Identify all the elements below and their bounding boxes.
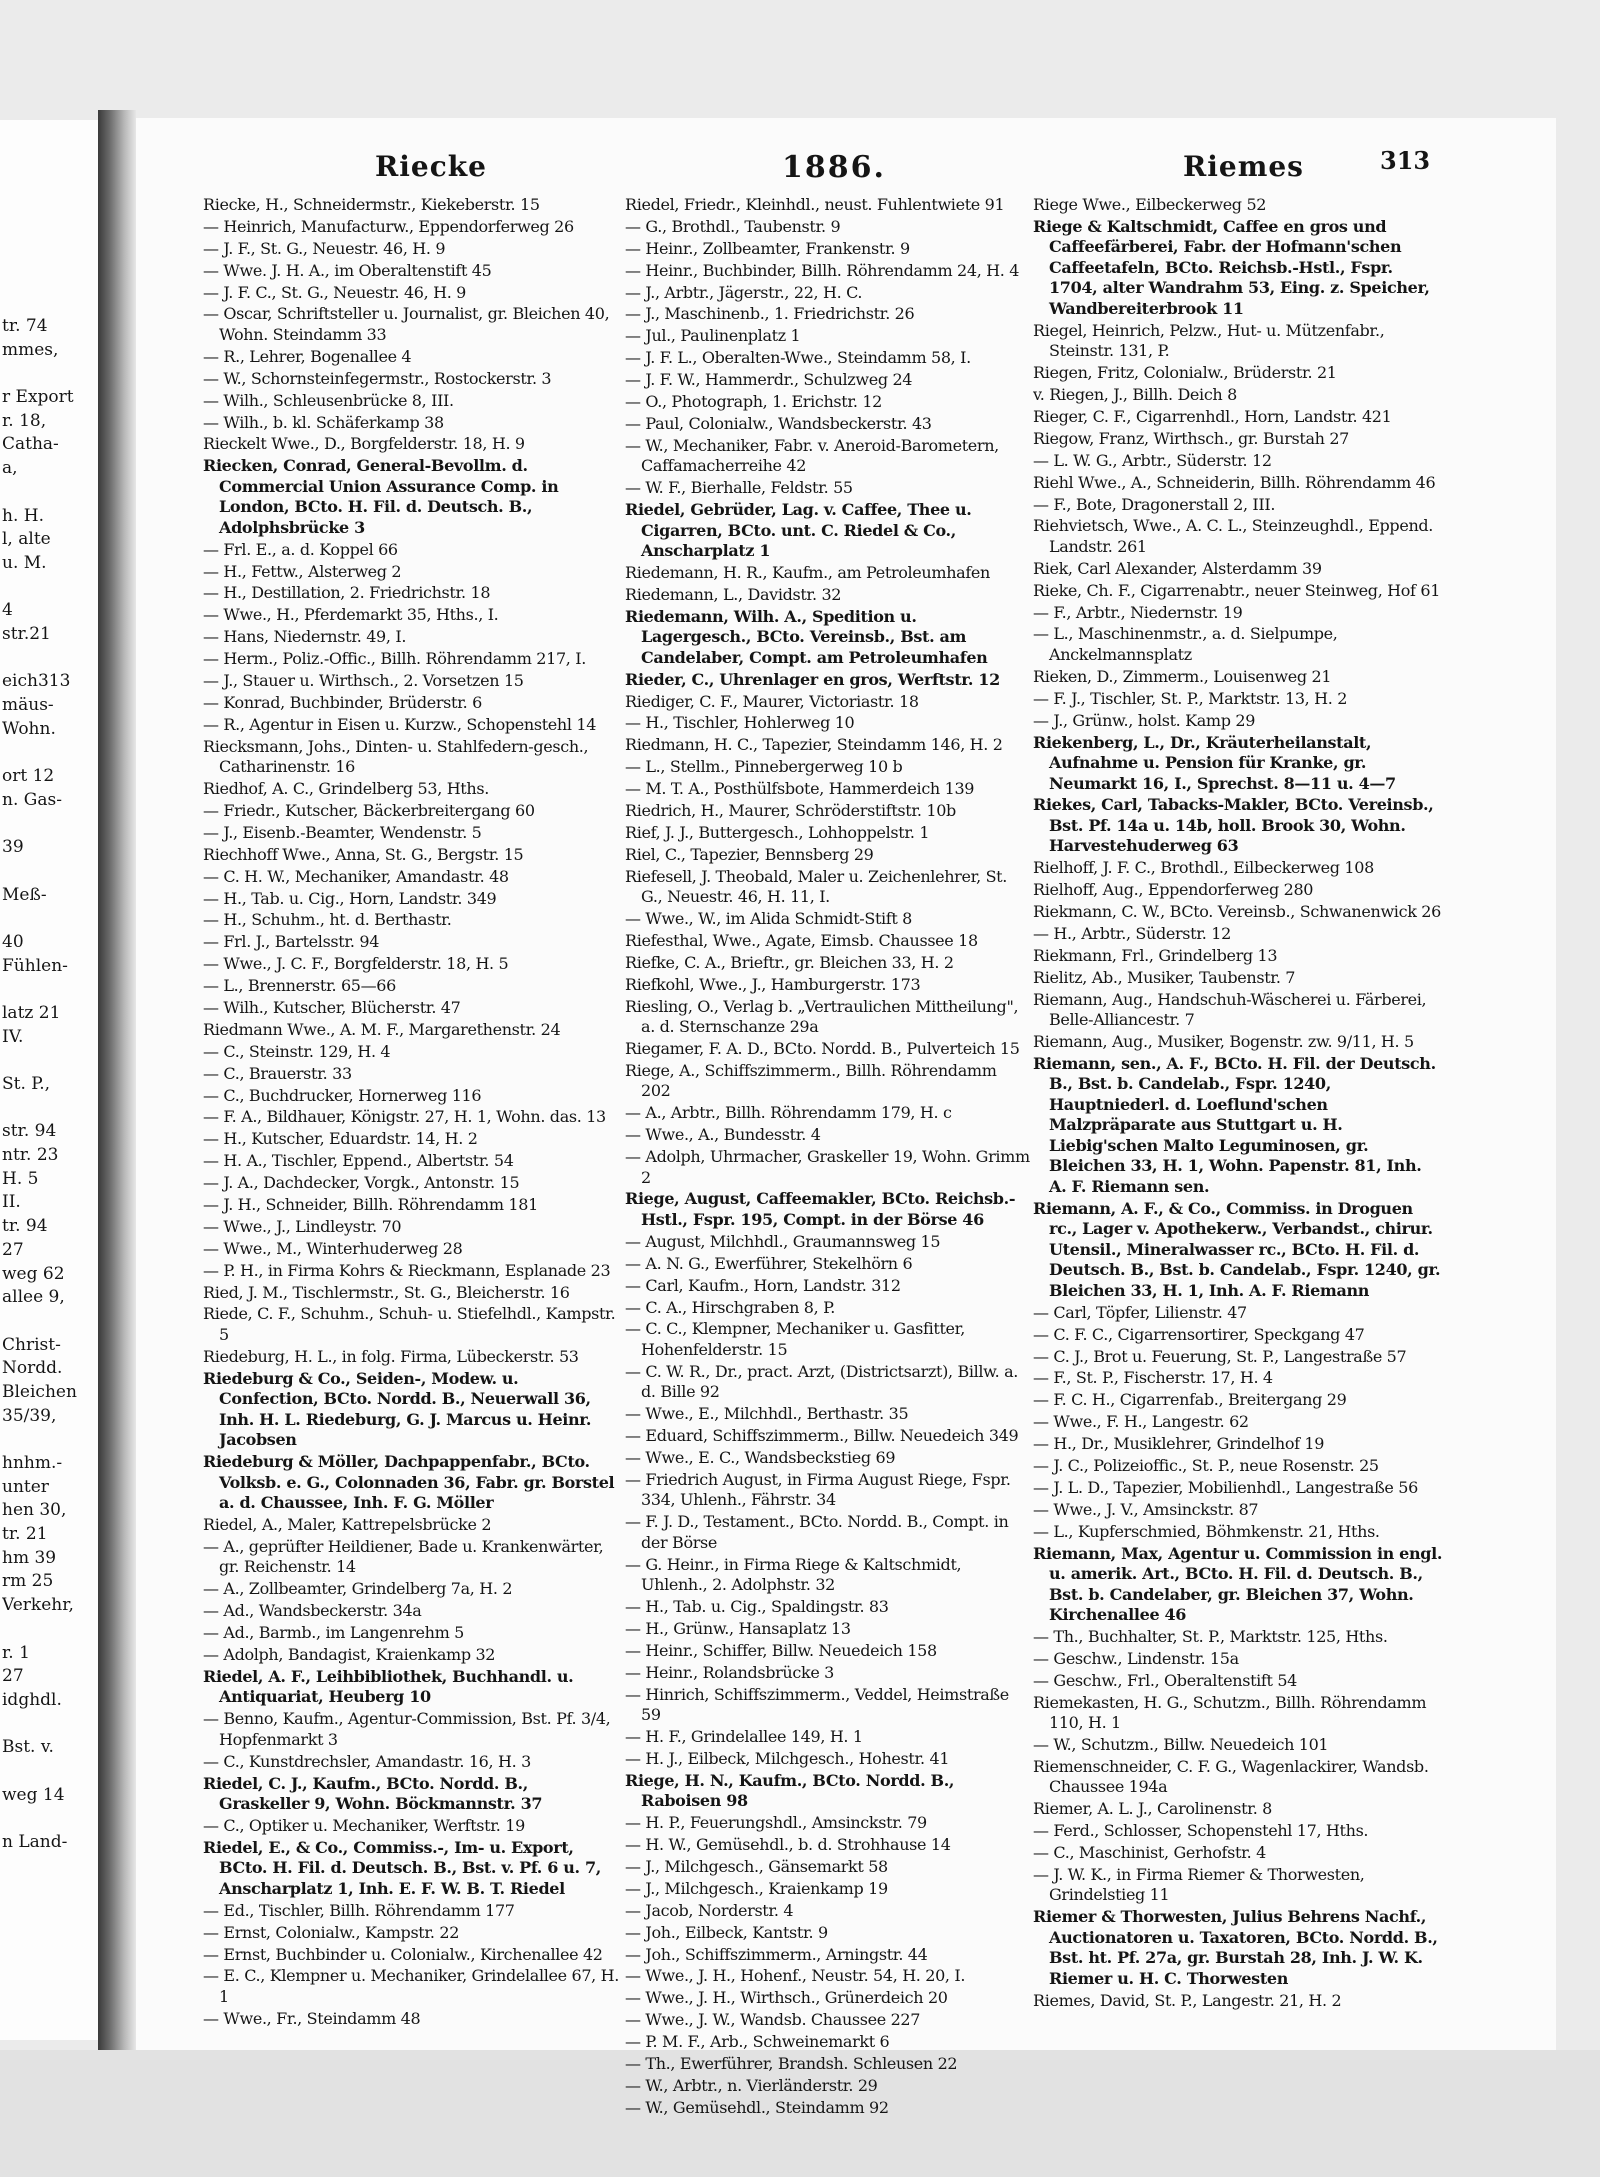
directory-entry: — Th., Ewerführer, Brandsh. Schleusen 22 (625, 2053, 958, 2073)
directory-entry: — Wwe., E. C., Wandsbeckstieg 69 (625, 1447, 896, 1467)
directory-entry: — J. F. W., Hammerdr., Schulzweg 24 (625, 370, 913, 390)
directory-entry: — Heinrich, Manufacturw., Eppendorferweg 26 (203, 216, 574, 236)
directory-entry: Rieken, D., Zimmerm., Louisenweg 21 (1033, 666, 1332, 686)
running-head-year: 1886. (782, 150, 886, 185)
directory-entry: — R., Agentur in Eisen u. Kurzw., Schopenstehl 14 (203, 714, 597, 734)
directory-entry: — L. W. G., Arbtr., Süderstr. 12 (1033, 450, 1272, 470)
directory-entry: — Geschw., Lindenstr. 15a (1033, 1648, 1239, 1668)
left-page-fragment: Nordd. (2, 1358, 63, 1379)
directory-entry: — H. P., Feuerungshdl., Amsinckstr. 79 (625, 1813, 927, 1833)
directory-entry: — F., Arbtr., Niedernstr. 19 (1033, 602, 1243, 622)
left-page-fragment (2, 860, 98, 884)
running-head-left: Riecke (375, 150, 487, 183)
directory-entry: Riege, A., Schiffszimmerm., Billh. Röhrendamm 202 (625, 1060, 997, 1101)
directory-entry: — C., Maschinist, Gerhofstr. 4 (1033, 1843, 1266, 1863)
directory-entry: Riege, August, Caffeemakler, BCto. Reichsb.-Hstl., Fspr. 195, Compt. in der Börse 46 (625, 1189, 1016, 1229)
directory-entry: — C., Kunstdrechsler, Amandastr. 16, H. 3 (203, 1751, 531, 1771)
directory-entry: Riefesthal, Wwe., Agate, Eimsb. Chaussee 18 (625, 930, 978, 950)
left-page-fragment: r Export (2, 387, 74, 408)
directory-entry: Riemann, Max, Agentur u. Commission in engl. u. amerik. Art., BCto. H. Fil. d. Deutsch. B., Bst. b. Candelaber, gr. Bleichen 37, Wohn. Kirchenallee 46 (1033, 1543, 1443, 1625)
directory-entry: — M. T. A., Posthülfsbote, Hammerdeich 139 (625, 779, 975, 799)
directory-entry: — Wilh., Schleusenbrücke 8, III. (203, 390, 454, 410)
directory-entry: — Jacob, Norderstr. 4 (625, 1900, 794, 1920)
directory-entry: — H., Destillation, 2. Friedrichstr. 18 (203, 583, 491, 603)
directory-entry: — Oscar, Schriftsteller u. Journalist, gr. Bleichen 40, Wohn. Steindamm 33 (203, 304, 610, 344)
directory-entry: — Heinr., Schiffer, Billw. Neuedeich 158 (625, 1640, 937, 1660)
directory-entry: — Friedrich August, in Firma August Riege, Fspr. 334, Uhlenh., Fährstr. 34 (625, 1469, 1011, 1510)
directory-entry: — Carl, Töpfer, Lilienstr. 47 (1033, 1302, 1247, 1322)
left-page-fragment: r. 18, (2, 410, 47, 431)
directory-entry: — Hans, Niedernstr. 49, I. (203, 627, 407, 647)
directory-entry: — J., Maschinenb., 1. Friedrichstr. 26 (625, 304, 915, 324)
directory-entry: — F., St. P., Fischerstr. 17, H. 4 (1033, 1368, 1273, 1388)
directory-entry: — C. J., Brot u. Feuerung, St. P., Langestraße 57 (1033, 1346, 1407, 1366)
directory-entry: — C., Buchdrucker, Hornerweg 116 (203, 1085, 482, 1105)
directory-entry: Riege Wwe., Eilbeckerweg 52 (1033, 195, 1267, 214)
directory-entry: — Ad., Barmb., im Langenrehm 5 (203, 1623, 464, 1643)
directory-entry: — C. W. R., Dr., pract. Arzt, (Districtsarzt), Billw. a. d. Bille 92 (625, 1361, 1019, 1402)
directory-entry: — W., Gemüsehdl., Steindamm 92 (625, 2097, 889, 2117)
directory-entry: — J. F., St. G., Neuestr. 46, H. 9 (203, 238, 446, 258)
directory-column-1 (203, 195, 621, 2031)
directory-entry: — H., Grünw., Hansaplatz 13 (625, 1618, 851, 1638)
directory-entry: Ried, J. M., Tischlermstr., St. G., Bleicherstr. 16 (203, 1282, 570, 1302)
left-page-fragment (2, 1097, 98, 1121)
directory-entry: — P. M. F., Arb., Schweinemarkt 6 (625, 2032, 890, 2052)
directory-entry: — J., Grünw., holst. Kamp 29 (1033, 710, 1256, 730)
directory-entry: — H. F., Grindelallee 149, H. 1 (625, 1726, 863, 1746)
left-page-fragment: ort 12 (2, 766, 55, 787)
directory-entry: Riedemann, Wilh. A., Spedition u. Lagergesch., BCto. Vereinsb., Bst. am Candelaber, Compt. am Petroleumhafen (625, 606, 988, 667)
directory-entry: Riemann, sen., A. F., BCto. H. Fil. der Deutsch. B., Bst. b. Candelab., Fspr. 1240, Hauptniederl. d. Loeflund'schen Malzpräparate aus Stuttgart u. H. Liebig'schen Malto Leguminosen, gr. Bleichen 33, H. 1, Wohn. Papenstr. 81, Inh. A. F. Riemann sen. (1033, 1053, 1436, 1196)
left-page-fragment (2, 907, 98, 931)
left-page-fragment: Wohn. (2, 718, 56, 739)
directory-entry: Riemer & Thorwesten, Julius Behrens Nachf., Auctionatoren u. Taxatoren, BCto. Nordd. B., Bst. ht. Pf. 27a, gr. Burstah 28, Inh. J. W. K. Riemer u. H. C. Thorwesten (1033, 1907, 1438, 1988)
directory-entry: — Wwe., J. H., Wirthsch., Grünerdeich 20 (625, 1988, 948, 2008)
left-page-fragment: Christ- (2, 1334, 61, 1355)
directory-entry: — C. F. C., Cigarrensortirer, Speckgang 47 (1033, 1324, 1365, 1344)
directory-entry: Riedmann Wwe., A. M. F., Margarethenstr. 24 (203, 1019, 561, 1039)
directory-entry: — Adolph, Uhrmacher, Graskeller 19, Wohn. Grimm 2 (625, 1147, 1030, 1187)
left-page-fragment: hm 39 (2, 1547, 57, 1568)
directory-entry: Riege, H. N., Kaufm., BCto. Nordd. B., Raboisen 98 (625, 1770, 955, 1811)
directory-entry: — C., Optiker u. Mechaniker, Werftstr. 19 (203, 1815, 525, 1835)
directory-entry: — W., Mechaniker, Fabr. v. Aneroid-Barometern, Caffamacherreihe 42 (625, 435, 999, 476)
directory-entry: — Jul., Paulinenplatz 1 (625, 326, 801, 346)
directory-entry: — Friedr., Kutscher, Bäckerbreitergang 60 (203, 800, 535, 820)
left-page-fragment: Bst. v. (2, 1737, 54, 1758)
directory-entry: Riedel, C. J., Kaufm., BCto. Nordd. B., Graskeller 9, Wohn. Böckmannstr. 37 (203, 1773, 543, 1814)
directory-entry: — F. J., Tischler, St. P., Marktstr. 13, H. 2 (1033, 688, 1348, 708)
directory-entry: Riedemann, H. R., Kaufm., am Petroleumhafen (625, 562, 990, 582)
directory-entry: Rielitz, Ab., Musiker, Taubenstr. 7 (1033, 967, 1296, 987)
directory-entry: — Herm., Poliz.-Offic., Billh. Röhrendamm 217, I. (203, 649, 586, 669)
left-page-fragment: 40 (2, 931, 24, 952)
left-page-fragments (2, 315, 98, 1855)
directory-entry: Rieder, C., Uhrenlager en gros, Werftstr. 12 (625, 669, 1000, 689)
directory-entry: — Wwe., J. C. F., Borgfelderstr. 18, H. 5 (203, 954, 509, 974)
left-page-fragment: 4 (2, 600, 13, 621)
left-page-fragment: rm 25 (2, 1571, 54, 1592)
left-page-fragment (2, 1310, 98, 1334)
directory-entry: — E. C., Klempner u. Mechaniker, Grindelallee 67, H. 1 (203, 1966, 619, 2006)
directory-entry: Riekmann, C. W., BCto. Vereinsb., Schwanenwick 26 (1033, 902, 1441, 922)
directory-column-2 (625, 195, 1030, 2120)
directory-entry: — F. C. H., Cigarrenfab., Breitergang 29 (1033, 1390, 1347, 1410)
directory-entry: — J. W. K., in Firma Riemer & Thorwesten, Grindelstieg 11 (1033, 1864, 1365, 1905)
directory-entry: — C., Steinstr. 129, H. 4 (203, 1041, 391, 1061)
directory-entry: — J., Eisenb.-Beamter, Wendenstr. 5 (203, 822, 482, 842)
directory-entry: Riesling, O., Verlag b. „Vertraulichen Mittheilung", a. d. Sternschanze 29a (625, 996, 1019, 1037)
directory-entry: Riedel, E., & Co., Commiss.-, Im- u. Export, BCto. H. Fil. d. Deutsch. B., Bst. v. Pf. 6 u. 7, Anscharplatz 1, Inh. E. F. W. B. T. Riedel (203, 1837, 601, 1898)
directory-entry: — Benno, Kaufm., Agentur-Commission, Bst. Pf. 3/4, Hopfenmarkt 3 (203, 1709, 611, 1749)
directory-entry: Riefesell, J. Theobald, Maler u. Zeichenlehrer, St. G., Neuestr. 46, H. 11, I. (625, 866, 1008, 907)
directory-entry: Riemann, Aug., Handschuh-Wäscherei u. Färberei, Belle-Alliancestr. 7 (1033, 989, 1427, 1030)
directory-entry: Rieckelt Wwe., D., Borgfelderstr. 18, H. 9 (203, 434, 525, 454)
directory-entry: Riemes, David, St. P., Langestr. 21, H. 2 (1033, 1990, 1342, 2010)
directory-entry: — Wwe., J. V., Amsinckstr. 87 (1033, 1499, 1259, 1519)
directory-entry: — Hinrich, Schiffszimmerm., Veddel, Heimstraße 59 (625, 1684, 1009, 1725)
directory-entry: — H. A., Tischler, Eppend., Albertstr. 54 (203, 1151, 514, 1171)
left-page-fragment: str.21 (2, 623, 51, 644)
left-page-fragment: Meß- (2, 884, 47, 905)
directory-entry: Rieke, Ch. F., Cigarrenabtr., neuer Steinweg, Hof 61 (1033, 580, 1441, 600)
left-page-fragment: mmes, (2, 339, 59, 360)
directory-entry: — Heinr., Buchbinder, Billh. Röhrendamm 24, H. 4 (625, 260, 1020, 280)
left-page-fragment: Fühlen- (2, 955, 68, 976)
directory-entry: — A., Zollbeamter, Grindelberg 7a, H. 2 (203, 1579, 513, 1599)
directory-entry: — Wwe., H., Pferdemarkt 35, Hths., I. (203, 605, 499, 625)
left-page-fragment (2, 647, 98, 671)
directory-entry: — Wwe., J. W., Wandsb. Chaussee 227 (625, 2010, 921, 2030)
left-page-fragment: weg 62 (2, 1263, 65, 1284)
directory-entry: Riekenberg, L., Dr., Kräuterheilanstalt, Aufnahme u. Pension für Kranke, gr. Neumarkt 16, I., Sprechst. 8—11 u. 4—7 (1033, 732, 1396, 793)
directory-entry: — Joh., Schiffszimmerm., Arningstr. 44 (625, 1944, 928, 1964)
left-page-fragment: latz 21 (2, 1002, 61, 1023)
page-number: 313 (1380, 146, 1431, 175)
directory-entry: — P. H., in Firma Kohrs & Rieckmann, Esplanade 23 (203, 1260, 611, 1280)
left-page-fragment: H. 5 (2, 1168, 39, 1189)
directory-entry: Rielhoff, Aug., Eppendorferweg 280 (1033, 880, 1314, 900)
left-page-fragment: Bleichen (2, 1381, 77, 1402)
directory-entry: — J. H., Schneider, Billh. Röhrendamm 181 (203, 1195, 538, 1215)
directory-entry: — J., Milchgesch., Kraienkamp 19 (625, 1878, 888, 1898)
left-page-fragment: Verkehr, (2, 1595, 74, 1616)
directory-entry: — Wilh., b. kl. Schäferkamp 38 (203, 412, 444, 432)
directory-entry: Riek, Carl Alexander, Alsterdamm 39 (1033, 558, 1322, 578)
left-page-fragment: u. M. (2, 552, 47, 573)
left-page-fragment: tr. 94 (2, 1216, 48, 1237)
left-page-fragment: h. H. (2, 505, 44, 526)
directory-entry: — A., Arbtr., Billh. Röhrendamm 179, H. c (625, 1103, 952, 1123)
left-page-fragment (2, 1807, 98, 1831)
directory-entry: — W., Schutzm., Billw. Neuedeich 101 (1033, 1734, 1329, 1754)
directory-entry: — C. A., Hirschgraben 8, P. (625, 1297, 835, 1317)
directory-entry: — Ernst, Colonialw., Kampstr. 22 (203, 1922, 460, 1942)
directory-entry: — L., Kupferschmied, Böhmkenstr. 21, Hths. (1033, 1521, 1380, 1541)
directory-entry: — Ferd., Schlosser, Schopenstehl 17, Hths. (1033, 1821, 1369, 1841)
directory-column-3 (1033, 195, 1443, 2013)
directory-entry: — H., Tab. u. Cig., Spaldingstr. 83 (625, 1597, 889, 1617)
directory-entry: — H., Fettw., Alsterweg 2 (203, 561, 402, 581)
left-page-fragment: unter (2, 1476, 49, 1497)
directory-entry: — W., Schornsteinfegermstr., Rostockerstr. 3 (203, 368, 552, 388)
running-head-right: Riemes (1183, 150, 1304, 183)
directory-entry: Riedel, Gebrüder, Lag. v. Caffee, Thee u. Cigarren, BCto. unt. C. Riedel & Co., Anscharplatz 1 (625, 500, 972, 561)
directory-entry: — W., Arbtr., n. Vierländerstr. 29 (625, 2075, 878, 2095)
left-page-fragment (2, 1618, 98, 1642)
left-page-fragment: Catha- (2, 434, 59, 455)
directory-entry: — F., Bote, Dragonerstall 2, III. (1033, 494, 1276, 514)
left-page-fragment: IV. (2, 1026, 24, 1047)
directory-entry: — F. A., Bildhauer, Königstr. 27, H. 1, Wohn. das. 13 (203, 1107, 606, 1127)
directory-entry: — Th., Buchhalter, St. P., Marktstr. 125, Hths. (1033, 1626, 1388, 1646)
directory-entry: — Frl. J., Bartelsstr. 94 (203, 932, 380, 952)
left-page-fragment: 39 (2, 837, 24, 858)
directory-entry: Riegel, Heinrich, Pelzw., Hut- u. Mützenfabr., Steinstr. 131, P. (1033, 320, 1385, 361)
directory-entry: — H. W., Gemüsehdl., b. d. Strohhause 14 (625, 1835, 951, 1855)
directory-entry: — C. H. W., Mechaniker, Amandastr. 48 (203, 866, 509, 886)
directory-entry: — H., Kutscher, Eduardstr. 14, H. 2 (203, 1129, 478, 1149)
directory-entry: — H., Tab. u. Cig., Horn, Landstr. 349 (203, 888, 497, 908)
directory-entry: Riemenschneider, C. F. G., Wagenlackirer, Wandsb. Chaussee 194a (1033, 1756, 1429, 1797)
directory-entry: — Wwe., J. H., Hohenf., Neustr. 54, H. 20, I. (625, 1966, 966, 1986)
directory-entry: — J. L. D., Tapezier, Mobilienhdl., Langestraße 56 (1033, 1477, 1418, 1497)
left-page-edge (0, 120, 100, 2040)
directory-entry: — Heinr., Rolandsbrücke 3 (625, 1662, 835, 1682)
left-page-fragment: tr. 21 (2, 1524, 48, 1545)
directory-entry: Riehvietsch, Wwe., A. C. L., Steinzeughdl., Eppend. Landstr. 261 (1033, 516, 1434, 556)
left-page-fragment: r. 1 (2, 1642, 30, 1663)
directory-entry: Riedemann, L., Davidstr. 32 (625, 584, 842, 604)
directory-entry: — Wwe., W., im Alida Schmidt-Stift 8 (625, 909, 913, 929)
directory-entry: Riecksmann, Johs., Dinten- u. Stahlfedern-gesch., Catharinenstr. 16 (203, 736, 589, 777)
directory-entry: — A. N. G., Ewerführer, Stekelhörn 6 (625, 1253, 913, 1273)
directory-entry: — Wilh., Kutscher, Blücherstr. 47 (203, 998, 461, 1017)
directory-entry: — L., Brennerstr. 65—66 (203, 976, 396, 996)
directory-entry: — J. F. C., St. G., Neuestr. 46, H. 9 (203, 282, 467, 302)
directory-entry: — Ernst, Buchbinder u. Colonialw., Kirchenallee 42 (203, 1944, 603, 1964)
directory-entry: Riedeburg & Möller, Dachpappenfabr., BCto. Volksb. e. G., Colonnaden 36, Fabr. gr. Borstel a. d. Chaussee, Inh. F. G. Möller (203, 1452, 615, 1513)
directory-entry: Riehl Wwe., A., Schneiderin, Billh. Röhrendamm 46 (1033, 472, 1436, 492)
directory-entry: — J. F. L., Oberalten-Wwe., Steindamm 58, I. (625, 348, 971, 368)
directory-entry: — C. C., Klempner, Mechaniker u. Gasfitter, Hohenfelderstr. 15 (625, 1319, 965, 1359)
directory-entry: — J. A., Dachdecker, Vorgk., Antonstr. 15 (203, 1173, 520, 1193)
left-page-fragment: 27 (2, 1239, 24, 1260)
left-page-fragment: n Land- (2, 1832, 68, 1852)
directory-entry: Riechhoff Wwe., Anna, St. G., Bergstr. 15 (203, 844, 524, 864)
directory-entry: Riekmann, Frl., Grindelberg 13 (1033, 945, 1278, 965)
left-page-fragment (2, 1713, 98, 1737)
directory-entry: — G., Brothdl., Taubenstr. 9 (625, 216, 841, 236)
directory-entry: — Ad., Wandsbeckerstr. 34a (203, 1601, 422, 1621)
directory-entry: — Wwe. J. H. A., im Oberaltenstift 45 (203, 260, 492, 280)
directory-entry: Riedhof, A. C., Grindelberg 53, Hths. (203, 779, 489, 799)
directory-entry: — W. F., Bierhalle, Feldstr. 55 (625, 478, 853, 498)
left-page-fragment: hnhm.- (2, 1453, 63, 1473)
left-page-fragment (2, 741, 98, 765)
directory-entry: — Wwe., F. H., Langestr. 62 (1033, 1412, 1249, 1432)
directory-entry: Riege & Kaltschmidt, Caffee en gros und Caffeefärberei, Fabr. der Hofmann'schen Caffeetafeln, BCto. Reichsb.-Hstl., Fspr. 1704, alter Wandrahm 53, Eing. z. Speicher, Wandbereiterbrook 11 (1033, 216, 1430, 318)
directory-entry: Riel, C., Tapezier, Bennsberg 29 (625, 844, 874, 864)
directory-entry: Riecken, Conrad, General-Bevollm. d. Commercial Union Assurance Comp. in London, BCto. H. Fil. d. Deutsch. B., Adolphsbrücke 3 (203, 456, 559, 537)
left-page-fragment: 27 (2, 1666, 24, 1687)
left-page-fragment (2, 362, 98, 386)
directory-entry: — Frl. E., a. d. Koppel 66 (203, 539, 398, 559)
left-page-fragment (2, 1049, 98, 1073)
directory-entry: — C., Brauerstr. 33 (203, 1063, 352, 1083)
directory-entry: — Joh., Eilbeck, Kantstr. 9 (625, 1922, 828, 1942)
left-page-fragment: ntr. 23 (2, 1145, 59, 1166)
directory-entry: Riemekasten, H. G., Schutzm., Billh. Röhrendamm 110, H. 1 (1033, 1692, 1427, 1733)
directory-entry: — H., Tischler, Hohlerweg 10 (625, 713, 855, 733)
directory-entry: — J., Milchgesch., Gänsemarkt 58 (625, 1856, 888, 1876)
directory-entry: Riedeburg & Co., Seiden-, Modew. u. Confection, BCto. Nordd. B., Neuerwall 36, Inh. H. L. Riedeburg, G. J. Marcus u. Heinr. Jacobsen (203, 1368, 592, 1450)
directory-entry: Riefkohl, Wwe., J., Hamburgerstr. 173 (625, 974, 921, 994)
directory-entry: — Wwe., M., Winterhuderweg 28 (203, 1238, 463, 1258)
left-page-fragment (2, 812, 98, 836)
directory-entry: — Carl, Kaufm., Horn, Landstr. 312 (625, 1275, 901, 1295)
directory-entry: — Wwe., E., Milchhdl., Berthastr. 35 (625, 1404, 909, 1424)
left-page-fragment: tr. 74 (2, 316, 48, 336)
directory-entry: — Paul, Colonialw., Wandsbeckerstr. 43 (625, 413, 932, 433)
directory-entry: Riede, C. F., Schuhm., Schuh- u. Stiefelhdl., Kampstr. 5 (203, 1304, 616, 1344)
directory-entry: Riemann, A. F., & Co., Commiss. in Droguen rc., Lager v. Apothekerw., Verbandst., chirur. Utensil., Mineralwasser rc., BCto. H. Fil. d. Deutsch. B., Bst. b. Candelab., Fspr. 1240, gr. Bleichen 33, H. 1, Inh. A. F. Riemann (1033, 1198, 1441, 1300)
left-page-fragment: idghdl. (2, 1689, 62, 1710)
binding-gutter (98, 110, 136, 2050)
left-page-fragment (2, 481, 98, 505)
left-page-fragment: St. P., (2, 1074, 51, 1094)
directory-entry: Riedel, Friedr., Kleinhdl., neust. Fuhlentwiete 91 (625, 195, 1005, 214)
left-page-fragment (2, 1760, 98, 1784)
directory-entry: Riefke, C. A., Brieftr., gr. Bleichen 33, H. 2 (625, 952, 954, 972)
directory-entry: Riekes, Carl, Tabacks-Makler, BCto. Vereinsb., Bst. Pf. 14a u. 14b, holl. Brook 30, Wohn. Harvestehuderweg 63 (1033, 795, 1434, 856)
left-page-fragment: mäus- (2, 695, 54, 715)
directory-entry: — J., Stauer u. Wirthsch., 2. Vorsetzen 15 (203, 671, 524, 691)
left-page-fragment (2, 978, 98, 1002)
directory-entry: — Konrad, Buchbinder, Brüderstr. 6 (203, 692, 482, 712)
directory-entry: — Ed., Tischler, Billh. Röhrendamm 177 (203, 1900, 515, 1920)
directory-entry: Rief, J. J., Buttergesch., Lohhoppelstr. 1 (625, 822, 930, 842)
directory-entry: — F. J. D., Testament., BCto. Nordd. B., Compt. in der Börse (625, 1512, 1009, 1552)
left-page-fragment: l, alte (2, 529, 51, 550)
directory-entry: — J. C., Polizeioffic., St. P., neue Rosenstr. 25 (1033, 1455, 1379, 1475)
directory-entry: — Wwe., J., Lindleystr. 70 (203, 1216, 402, 1236)
directory-entry: — Wwe., Fr., Steindamm 48 (203, 2008, 421, 2028)
directory-entry: — H., Dr., Musiklehrer, Grindelhof 19 (1033, 1434, 1325, 1454)
left-page-fragment: 35/39, (2, 1405, 57, 1426)
directory-entry: — L., Stellm., Pinnebergerweg 10 b (625, 757, 903, 777)
directory-entry: — H. J., Eilbeck, Milchgesch., Hohestr. 41 (625, 1748, 950, 1768)
directory-entry: Riemann, Aug., Musiker, Bogenstr. zw. 9/11, H. 5 (1033, 1032, 1414, 1052)
directory-entry: Riedeburg, H. L., in folg. Firma, Lübeckerstr. 53 (203, 1346, 579, 1366)
left-page-fragment (2, 576, 98, 600)
directory-entry: — O., Photograph, 1. Erichstr. 12 (625, 392, 883, 412)
directory-entry: Riemer, A. L. J., Carolinenstr. 8 (1033, 1799, 1272, 1819)
directory-entry: Riediger, C. F., Maurer, Victoriastr. 18 (625, 691, 919, 711)
directory-entry: v. Riegen, J., Billh. Deich 8 (1033, 385, 1237, 405)
directory-entry: — R., Lehrer, Bogenallee 4 (203, 346, 412, 366)
left-page-fragment: hen 30, (2, 1500, 67, 1521)
directory-entry: — Geschw., Frl., Oberaltenstift 54 (1033, 1670, 1297, 1690)
directory-entry: — H., Arbtr., Süderstr. 12 (1033, 923, 1231, 943)
directory-entry: Riegow, Franz, Wirthsch., gr. Burstah 27 (1033, 428, 1350, 448)
directory-entry: — Wwe., A., Bundesstr. 4 (625, 1125, 821, 1145)
left-page-fragment: eich313 (2, 671, 71, 692)
left-page-fragment: str. 94 (2, 1121, 57, 1142)
directory-entry: — Heinr., Zollbeamter, Frankenstr. 9 (625, 238, 910, 258)
directory-entry: — H., Schuhm., ht. d. Berthastr. (203, 910, 452, 930)
directory-entry: Riedel, A. F., Leihbibliothek, Buchhandl. u. Antiquariat, Heuberg 10 (203, 1666, 574, 1707)
directory-entry: — August, Milchhdl., Graumannsweg 15 (625, 1231, 941, 1251)
directory-entry: Riedmann, H. C., Tapezier, Steindamm 146, H. 2 (625, 735, 1003, 755)
directory-entry: — G. Heinr., in Firma Riege & Kaltschmidt, Uhlenh., 2. Adolphstr. 32 (625, 1554, 962, 1595)
directory-entry: — J., Arbtr., Jägerstr., 22, H. C. (625, 282, 863, 302)
directory-entry: Riedel, A., Maler, Kattrepelsbrücke 2 (203, 1515, 492, 1535)
directory-entry: Riegen, Fritz, Colonialw., Brüderstr. 21 (1033, 363, 1337, 383)
left-page-fragment: weg 14 (2, 1784, 65, 1805)
directory-entry: Riedrich, H., Maurer, Schröderstiftstr. 10b (625, 800, 956, 820)
left-page-fragment: allee 9, (2, 1287, 65, 1308)
directory-entry: — Eduard, Schiffszimmerm., Billw. Neuedeich 349 (625, 1426, 1019, 1446)
directory-entry: Rieger, C. F., Cigarrenhdl., Horn, Landstr. 421 (1033, 406, 1392, 426)
left-page-fragment: a, (2, 458, 18, 479)
directory-entry: — L., Maschinenmstr., a. d. Sielpumpe, Anckelmannsplatz (1033, 624, 1338, 664)
directory-entry: Riecke, H., Schneidermstr., Kiekeberstr. 15 (203, 195, 540, 214)
left-page-fragment (2, 1428, 98, 1452)
left-page-fragment: II. (2, 1192, 21, 1213)
directory-entry: — Adolph, Bandagist, Kraienkamp 32 (203, 1644, 496, 1664)
directory-entry: Riegamer, F. A. D., BCto. Nordd. B., Pulverteich 15 (625, 1039, 1020, 1058)
directory-entry: Rielhoff, J. F. C., Brothdl., Eilbeckerweg 108 (1033, 858, 1374, 878)
left-page-fragment: n. Gas- (2, 789, 62, 810)
directory-entry: — A., geprüfter Heildiener, Bade u. Krankenwärter, gr. Reichenstr. 14 (203, 1536, 604, 1577)
